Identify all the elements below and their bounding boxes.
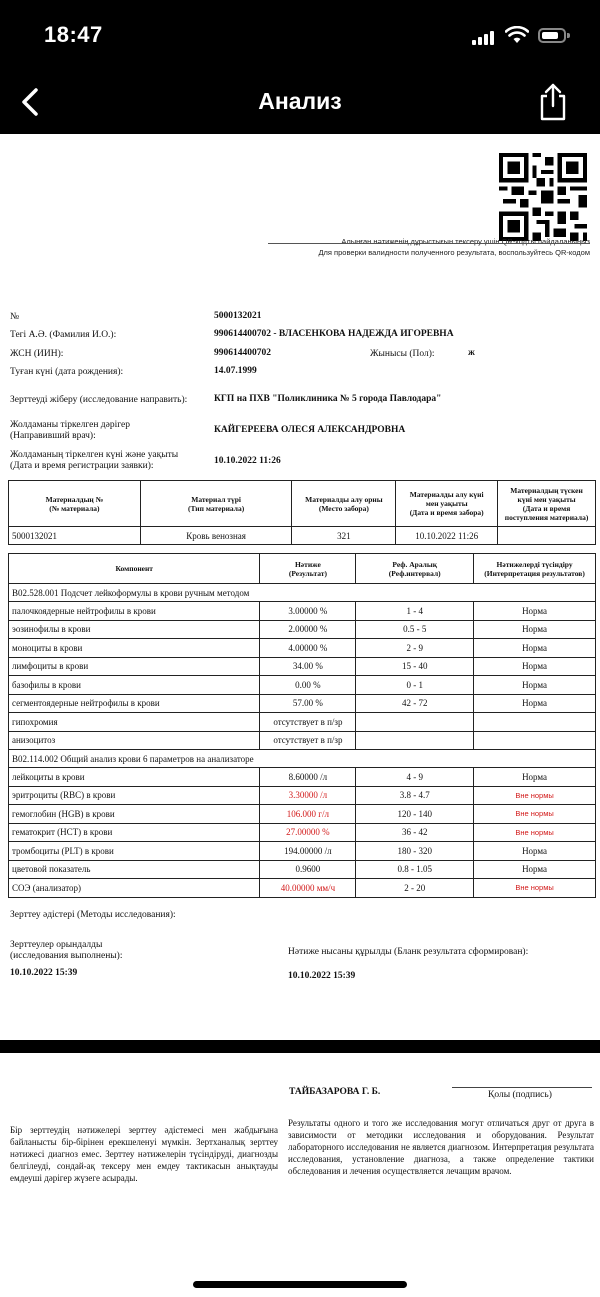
formed-label: Нәтиже нысаны құрылды (Бланк результата сформирован): (288, 947, 529, 957)
material-table-header (9, 481, 596, 527)
header-text: Материалдың түскен (510, 485, 583, 495)
wifi-icon (505, 26, 529, 44)
signer-name: ТАЙБАЗАРОВА Г. Б. (289, 1087, 381, 1097)
number-label: № (10, 312, 20, 322)
performed-label-kz: Зерттеулер орындалды (10, 940, 103, 950)
result-value: 27.00000 % (260, 823, 356, 842)
referrer-label: Зерттеуді жіберу (исследование направить): (10, 395, 188, 405)
result-row (9, 694, 596, 713)
result-row (9, 786, 596, 805)
interpretation: Вне нормы (474, 805, 596, 824)
component-name: гемоглобин (HGB) в крови (9, 805, 260, 824)
result-row (9, 731, 596, 750)
material-table (8, 480, 596, 545)
reference-range: 2 - 9 (356, 639, 474, 658)
component-name: гипохромия (9, 713, 260, 732)
result-row (9, 879, 596, 898)
material-collected: 10.10.2022 11:26 (396, 527, 498, 545)
navigation-bar (0, 70, 600, 134)
share-icon[interactable] (536, 82, 570, 122)
header-cell (9, 481, 141, 527)
qr-note-ru: Для проверки валидности полученного результата, воспользуйтесь QR-кодом (318, 248, 590, 257)
header-text: Нәтижелерді түсіндіру (496, 559, 573, 569)
reference-range: 15 - 40 (356, 657, 474, 676)
formed-date: 10.10.2022 15:39 (288, 971, 356, 981)
header-text: күні мен уақыты (517, 494, 576, 504)
interpretation (474, 713, 596, 732)
reference-range: 1 - 4 (356, 602, 474, 621)
reference-range: 180 - 320 (356, 842, 474, 861)
interpretation: Вне нормы (474, 823, 596, 842)
header-text: (Тип материала) (187, 503, 245, 513)
referrer-value: КГП на ПХВ "Поликлиника № 5 города Павлодара" (214, 394, 442, 404)
header-text: (Место забора) (318, 503, 369, 513)
reference-range: 0.5 - 5 (356, 620, 474, 639)
group-title: В02.114.002 Общий анализ крови 6 параметров на анализаторе (9, 750, 596, 768)
component-name: гематокрит (HCT) в крови (9, 823, 260, 842)
result-row (9, 713, 596, 732)
material-number: 5000132021 (9, 527, 141, 545)
signature-line (452, 1087, 592, 1088)
interpretation: Норма (474, 602, 596, 621)
interpretation: Норма (474, 620, 596, 639)
performed-date: 10.10.2022 15:39 (10, 968, 78, 978)
component-name: СОЭ (анализатор) (9, 879, 260, 898)
interpretation: Норма (474, 694, 596, 713)
reference-range: 36 - 42 (356, 823, 474, 842)
result-row (9, 768, 596, 787)
component-name: моноциты в крови (9, 639, 260, 658)
sex-label: Жынысы (Пол): (370, 349, 435, 359)
reference-range: 42 - 72 (356, 694, 474, 713)
status-bar (0, 0, 600, 70)
interpretation: Вне нормы (474, 786, 596, 805)
divider (268, 243, 590, 244)
result-row (9, 602, 596, 621)
reference-range: 120 - 140 (356, 805, 474, 824)
result-row (9, 842, 596, 861)
qr-code[interactable] (499, 153, 587, 241)
material-place: 321 (292, 527, 396, 545)
group-title: В02.528.001 Подсчет лейкоформулы в крови ручным методом (9, 584, 596, 602)
result-value: 2.00000 % (260, 620, 356, 639)
reference-range (356, 713, 474, 732)
page-separator (0, 1040, 600, 1053)
result-value: 106.000 г/л (260, 805, 356, 824)
header-text: Реф. Аралық (392, 559, 438, 569)
interpretation: Норма (474, 639, 596, 658)
header-text: Нәтиже (294, 559, 321, 569)
material-type: Кровь венозная (140, 527, 292, 545)
interpretation: Норма (474, 860, 596, 879)
doctor-value: КАЙГЕРЕЕВА ОЛЕСЯ АЛЕКСАНДРОВНА (214, 425, 406, 435)
result-value: 3.00000 % (260, 602, 356, 621)
header-text: (Интерпретация результатов) (484, 568, 585, 578)
home-indicator[interactable] (193, 1281, 407, 1288)
qr-note-kz: Алынған нәтиженің дұрыстығын тексеру үшін QR-кодты пайдаланыңыз (341, 237, 590, 246)
header-text: Материал түрі (191, 494, 241, 504)
result-value: отсутствует в п/зр (260, 731, 356, 750)
header-text: (Результат) (288, 568, 327, 578)
analysis-document-page-2 (0, 1053, 600, 1297)
header-cell (396, 481, 498, 527)
iin-label: ЖСН (ИИН): (10, 349, 64, 359)
component-name: лейкоциты в крови (9, 768, 260, 787)
result-value: 0.00 % (260, 676, 356, 695)
result-row (9, 860, 596, 879)
dob-label: Туған күні (дата рождения): (10, 367, 124, 377)
dob-value: 14.07.1999 (214, 366, 257, 376)
header-text: Материалды алу орны (305, 494, 383, 504)
result-row (9, 657, 596, 676)
component-name: лимфоциты в крови (9, 657, 260, 676)
reference-range: 0.8 - 1.05 (356, 860, 474, 879)
header-cell (292, 481, 396, 527)
reference-range: 4 - 9 (356, 768, 474, 787)
qr-note (268, 236, 590, 258)
result-value: отсутствует в п/зр (260, 713, 356, 732)
interpretation: Норма (474, 842, 596, 861)
interpretation: Вне нормы (474, 879, 596, 898)
results-table-header (9, 554, 596, 584)
group-row (9, 584, 596, 602)
reference-range: 2 - 20 (356, 879, 474, 898)
registration-value: 10.10.2022 11:26 (214, 456, 281, 466)
component-name: эритроциты (RBC) в крови (9, 786, 260, 805)
header-cell (260, 554, 356, 584)
registration-label-ru: (Дата и время регистрации заявки): (10, 461, 154, 471)
header-text: мен уақыты (425, 499, 468, 508)
header-cell (140, 481, 292, 527)
doctor-label (10, 420, 130, 442)
component-name: эозинофилы в крови (9, 620, 260, 639)
result-value: 8.60000 /л (260, 768, 356, 787)
result-row (9, 676, 596, 695)
page-title: Анализ (258, 88, 342, 114)
doctor-label-ru: (Направивший врач): (10, 431, 96, 441)
registration-label (10, 450, 178, 472)
result-row (9, 620, 596, 639)
result-value: 57.00 % (260, 694, 356, 713)
status-time: 18:47 (44, 22, 103, 47)
component-name: цветовой показатель (9, 860, 260, 879)
methods-label: Зерттеу әдістері (Методы исследования): (10, 910, 176, 920)
name-label: Тегі А.Ә. (Фамилия И.О.): (10, 330, 117, 340)
disclaimer-ru: Результаты одного и того же исследования могут отличаться друг от друга в зависимости от методики исследования и оборудования. Результат лабораторного исследования не является диагнозом. Интерпретация результата исследования, установление диагноза, а также определение тактики обследования и лечения осуществляется лечащим врачом. (288, 1118, 594, 1176)
analysis-document (0, 134, 600, 1040)
header-text: (Дата и время (522, 503, 571, 513)
header-text: (Дата и время забора) (409, 508, 484, 517)
header-text: Компонент (115, 564, 153, 573)
disclaimer-kz: Бір зерттеудің нәтижелері зерттеу әдістемесі мен жабдығына байланысты бір-бірінен ерекшеленуі мүмкін. Зертханалық зерттеу нәтижесі диагноз емес. Зерттеу нәтижелерін түсіндіруді, диагнозды белгілеуді, сондай-ақ тексеру мен емдеу тактикасын анықтауды емдеуші дәрігер жүзеге асырады. (10, 1125, 278, 1183)
signature-caption: Қолы (подпись) (488, 1090, 552, 1100)
interpretation: Норма (474, 657, 596, 676)
iin-value: 990614400702 (214, 348, 271, 358)
header-cell (9, 554, 260, 584)
result-value: 194.00000 /л (260, 842, 356, 861)
results-table (8, 553, 596, 898)
group-row (9, 750, 596, 768)
result-value: 3.30000 /л (260, 786, 356, 805)
header-text: Материалды алу күні (409, 490, 484, 499)
result-row (9, 805, 596, 824)
battery-icon (538, 28, 566, 43)
interpretation (474, 731, 596, 750)
result-value: 34.00 % (260, 657, 356, 676)
header-text: (Реф.интервал) (388, 568, 441, 578)
result-row (9, 639, 596, 658)
interpretation: Норма (474, 768, 596, 787)
result-value: 4.00000 % (260, 639, 356, 658)
result-value: 40.00000 мм/ч (260, 879, 356, 898)
header-text: поступления материала) (504, 512, 589, 522)
material-received (498, 527, 596, 545)
header-cell (498, 481, 596, 527)
material-row (9, 527, 596, 545)
component-name: базофилы в крови (9, 676, 260, 695)
performed-label (10, 940, 122, 962)
header-cell (474, 554, 596, 584)
name-value: 990614400702 - ВЛАСЕНКОВА НАДЕЖДА ИГОРЕВНА (214, 329, 454, 339)
result-row (9, 823, 596, 842)
header-cell (356, 554, 474, 584)
sex-value: ж (468, 348, 475, 358)
registration-label-kz: Жолдаманың тіркелген күні және уақыты (10, 450, 179, 460)
component-name: тромбоциты (PLT) в крови (9, 842, 260, 861)
doctor-label-kz: Жолдаманы тіркелген дәрігер (10, 420, 130, 430)
reference-range (356, 731, 474, 750)
header-text: Материалдың № (45, 494, 104, 504)
reference-range: 0 - 1 (356, 676, 474, 695)
number-value: 5000132021 (214, 311, 262, 321)
component-name: палочкоядерные нейтрофилы в крови (9, 602, 260, 621)
performed-label-ru: (исследования выполнены): (10, 951, 123, 961)
interpretation: Норма (474, 676, 596, 695)
header-text: (№ материала) (49, 503, 100, 513)
cellular-signal-icon (472, 31, 496, 45)
component-name: сегментоядерные нейтрофилы в крови (9, 694, 260, 713)
result-value: 0.9600 (260, 860, 356, 879)
component-name: анизоцитоз (9, 731, 260, 750)
reference-range: 3.8 - 4.7 (356, 786, 474, 805)
